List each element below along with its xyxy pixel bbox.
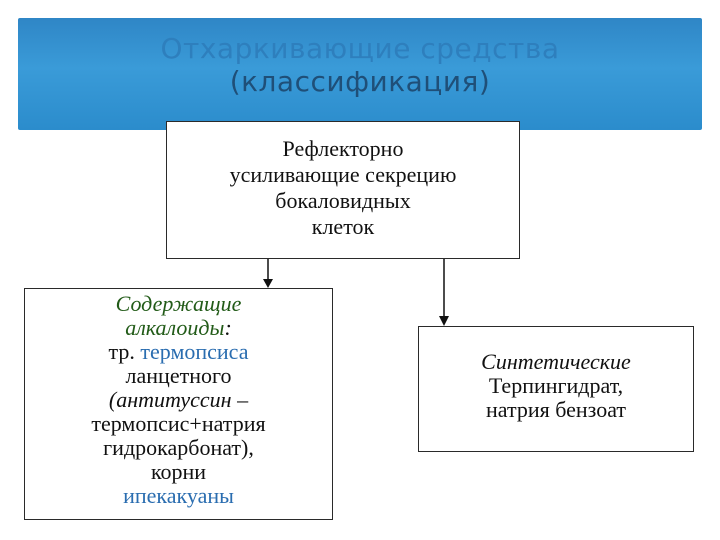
synthetic-heading: Синтетические [481,349,631,374]
category-box-reflex [166,121,520,259]
arrowhead-left [263,279,273,288]
arrowhead-right [439,316,449,326]
alkaloids-heading-2-row [25,316,332,340]
alkaloids-line-3 [25,340,332,364]
reflex-line-2: усиливающие секрецию [229,162,457,187]
reflex-line-1: Рефлекторно [282,136,404,161]
alkaloids-line-4: ланцетного [125,363,232,388]
category-box-alkaloids [24,288,333,520]
reflex-line-3: бокаловидных [275,188,411,213]
alkaloids-heading-2: алкалоиды [125,315,225,340]
title-line-1: Отхаркивающие средства [160,32,560,65]
category-box-synthetic [418,326,694,452]
synthetic-line-2: натрия бензоат [485,397,627,422]
alkaloids-line-7: гидрокарбонат), [103,435,254,460]
synthetic-line-1: Терпингидрат, [488,373,624,398]
alkaloids-prefix: тр. [108,339,141,364]
alkaloids-line-8: корни [150,459,207,484]
alkaloids-line-9: ипекакуаны [123,483,234,508]
title-line-2: (классификация) [229,65,491,98]
reflex-line-4: клеток [311,214,375,239]
alkaloids-line-5: (антитуссин – [108,387,249,412]
alkaloids-line-6: термопсис+натрия [91,411,266,436]
alkaloids-plant: термопсиса [140,339,249,364]
alkaloids-colon: : [224,315,232,340]
alkaloids-heading-1: Содержащие [115,291,242,316]
